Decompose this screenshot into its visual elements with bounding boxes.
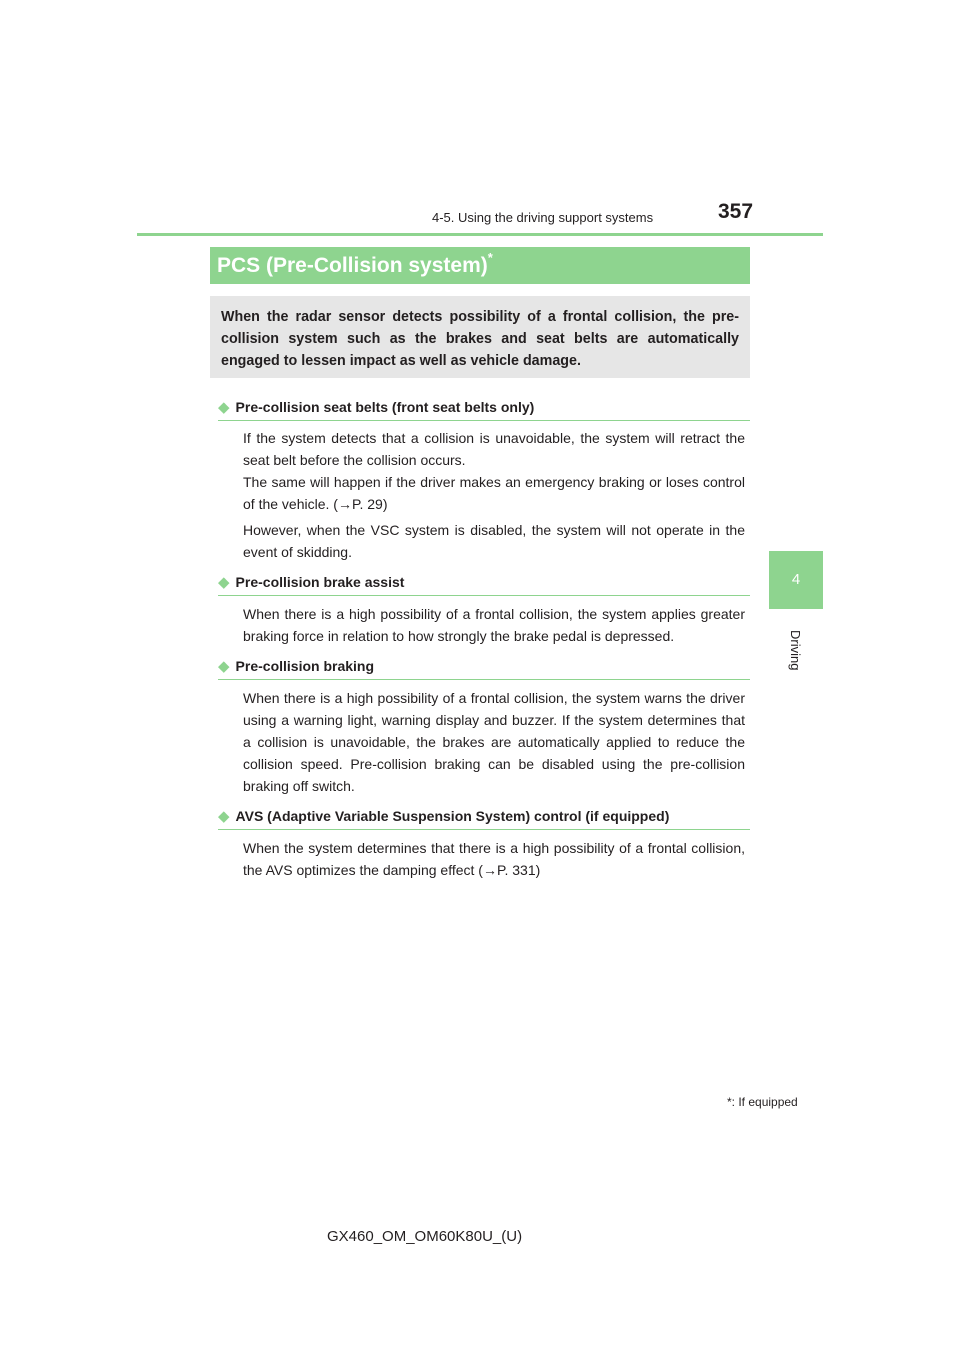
title-footnote-mark: * [487,250,493,265]
chapter-tab: 4 [769,551,823,609]
diamond-icon: ◆ [218,808,230,825]
footnote-mark: * [727,1095,732,1109]
subheading [218,573,750,596]
section-title: 4-5. Using the driving support systems [432,210,654,225]
intro-box: When the radar sensor detects possibility of a frontal collision, the pre-collision system such as the brakes and seat belts are automatically engaged to lessen impact as well as vehicle damage. [210,296,750,378]
subheading [218,398,750,421]
body-paragraph: When the system determines that there is a high possibility of a frontal collision, the AVS optimizes the damping effect (→P. 331) [243,840,745,878]
subheading-text: AVS (Adaptive Variable Suspension System) control (if equipped) [235,808,670,824]
body-paragraph: When there is a high possibility of a frontal collision, the system applies greater braking force in relation to how strongly the brake pedal is depressed. [243,606,745,644]
diamond-icon: ◆ [218,574,230,591]
subheading-text: Pre-collision braking [235,658,375,674]
subheading-text: Pre-collision seat belts (front seat belts only) [235,399,535,415]
chapter-label: Driving [788,630,803,671]
body-paragraph: When there is a high possibility of a frontal collision, the system warns the driver using a warning light, warning display and buzzer. If the system determines that a collision is unavoidable, the brakes are automatically applied to reduce the collision speed. Pre-collision braking can be disabled using the pre-collision braking off switch. [243,690,745,794]
document-code: GX460_OM_OM60K80U_(U) [327,1228,523,1245]
page-title [217,252,493,278]
title-bar [210,247,750,284]
diamond-icon: ◆ [218,658,230,675]
subheading [218,807,750,830]
subheading-text: Pre-collision brake assist [235,574,405,590]
page-title-text: PCS (Pre-Collision system) [217,254,488,277]
body-paragraph: However, when the VSC system is disabled, the system will not operate in the event of skidding. [243,522,745,560]
header-divider [137,233,823,236]
footnote-text: : If equipped [731,1095,798,1109]
body-paragraph: If the system detects that a collision is unavoidable, the system will retract the seat belt before the collision occurs. [243,430,745,468]
subheading [218,657,750,680]
diamond-icon: ◆ [218,399,230,416]
page-number: 357 [718,200,754,223]
body-paragraph: The same will happen if the driver makes an emergency braking or loses control of the vehicle. (→P. 29) [243,474,745,512]
footnote [727,1095,798,1109]
